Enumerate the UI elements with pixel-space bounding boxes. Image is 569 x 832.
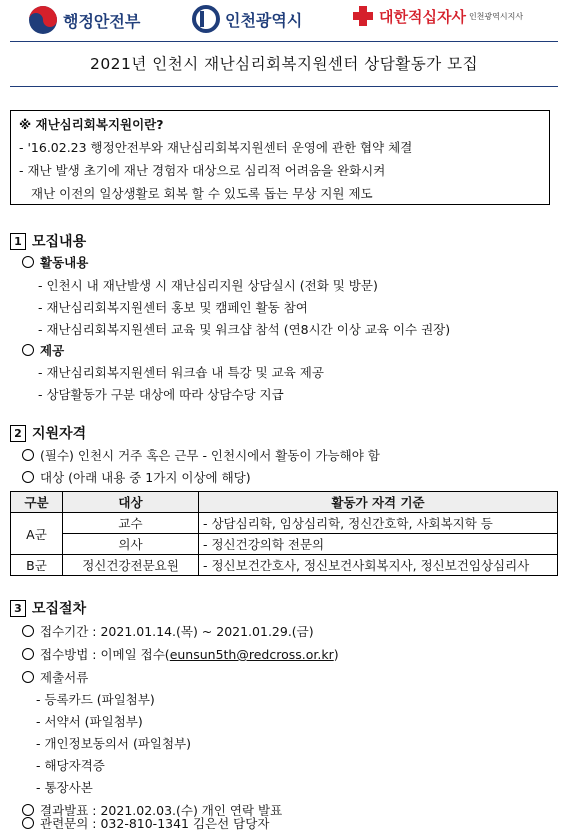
table-header-row <box>11 492 558 513</box>
incheon-emblem-icon <box>192 5 220 33</box>
taegeuk-icon <box>28 5 58 35</box>
list-item: - 서약서 (파일첨부) <box>36 714 143 729</box>
table-row <box>11 513 558 534</box>
section-title: 모집내용 <box>32 234 87 250</box>
section-1-heading <box>10 231 86 251</box>
circle-bullet-icon <box>22 648 34 660</box>
circle-bullet-icon <box>22 625 34 637</box>
page-title: 2021년 인천시 재난심리회복지원센터 상담활동가 모집 <box>89 55 479 73</box>
offer-heading: 제공 <box>22 341 64 359</box>
list-item: - 상담활동가 구분 대상에 따라 상담수당 지급 <box>38 387 284 402</box>
logo-bar <box>0 0 569 40</box>
section-2-heading <box>10 423 86 443</box>
circle-bullet-icon <box>22 256 34 268</box>
redcross-logo-text: 대한적십자사 <box>379 7 466 26</box>
docs-heading: 제출서류 <box>22 668 88 686</box>
qualification-table <box>10 491 558 576</box>
result-line: 결과발표 : 2021.02.03.(수) 개인 연락 발표 <box>22 801 282 819</box>
activity-heading: 활동내용 <box>22 253 88 271</box>
list-item: - 개인정보동의서 (파일첨부) <box>36 736 192 751</box>
redcross-sub-text: 인천광역시지사 <box>468 11 524 21</box>
info-line: - 재난 발생 초기에 재난 경험자 대상으로 심리적 어려움을 완화시켜 <box>19 163 386 178</box>
info-box <box>10 110 550 205</box>
group-cell: B군 <box>11 555 63 576</box>
redcross-logo <box>352 5 523 27</box>
mois-logo <box>28 5 140 35</box>
list-item: - 재난심리회복지원센터 워크숍 내 특강 및 교육 제공 <box>38 365 324 380</box>
criteria-cell: - 상담심리학, 임상심리학, 정신간호학, 사회복지학 등 <box>199 513 558 534</box>
circle-bullet-icon <box>22 671 34 683</box>
circle-bullet-icon <box>22 471 34 483</box>
table-row <box>11 534 558 555</box>
incheon-logo-text: 인천광역시 <box>225 10 303 30</box>
criteria-cell: - 정신건강의학 전문의 <box>199 534 558 555</box>
table-header: 활동가 자격 기준 <box>199 492 558 513</box>
list-item: - 재난심리회복지원센터 홍보 및 캠페인 활동 참여 <box>38 300 308 315</box>
section-number: 3 <box>10 600 26 617</box>
contact-line: 관련문의 : 032-810-1341 김은선 담당자 <box>22 814 269 832</box>
info-line: 재난 이전의 일상생활로 회복 할 수 있도록 돕는 무상 지원 제도 <box>31 186 373 201</box>
list-item: - 통장사본 <box>36 780 93 795</box>
top-rule <box>10 41 558 42</box>
info-line: - '16.02.23 행정안전부와 재난심리회복지원센터 운영에 관한 협약 체결 <box>19 140 413 155</box>
target-cell: 교수 <box>63 513 199 534</box>
title-rule <box>10 86 558 87</box>
method-line: 접수방법 : 이메일 접수(eunsun5th@redcross.or.kr) <box>22 645 339 663</box>
target-cell: 정신건강전문요원 <box>63 555 199 576</box>
section-number: 1 <box>10 233 26 250</box>
list-item: - 등록카드 (파일첨부) <box>36 692 155 707</box>
list-item: 대상 (아래 내용 중 1가지 이상에 해당) <box>22 468 251 486</box>
table-header: 구분 <box>11 492 63 513</box>
section-title: 지원자격 <box>32 426 87 442</box>
info-heading: ※ 재난심리회복지원이란? <box>19 117 164 132</box>
red-cross-icon <box>352 5 374 27</box>
table-row <box>11 555 558 576</box>
target-cell: 의사 <box>63 534 199 555</box>
list-item: - 재난심리회복지원센터 교육 및 워크샵 참석 (연8시간 이상 교육 이수 권장) <box>38 322 451 337</box>
section-3-heading <box>10 598 86 618</box>
circle-bullet-icon <box>22 817 34 829</box>
list-item: - 해당자격증 <box>36 758 105 773</box>
list-item: - 인천시 내 재난발생 시 재난심리지원 상담실시 (전화 및 방문) <box>38 278 378 293</box>
group-cell: A군 <box>11 513 63 555</box>
table-header: 대상 <box>63 492 199 513</box>
circle-bullet-icon <box>22 449 34 461</box>
period-line: 접수기간 : 2021.01.14.(목) ~ 2021.01.29.(금) <box>22 622 314 640</box>
email-link[interactable]: eunsun5th@redcross.or.kr <box>169 647 334 662</box>
criteria-cell: - 정신보건간호사, 정신보건사회복지사, 정신보건임상심리사 <box>199 555 558 576</box>
list-item: (필수) 인천시 거주 혹은 근무 - 인천시에서 활동이 가능해야 함 <box>22 446 380 464</box>
incheon-logo <box>192 5 302 33</box>
mois-logo-text: 행정안전부 <box>63 11 141 31</box>
section-title: 모집절차 <box>32 601 87 617</box>
circle-bullet-icon <box>22 344 34 356</box>
section-number: 2 <box>10 425 26 442</box>
